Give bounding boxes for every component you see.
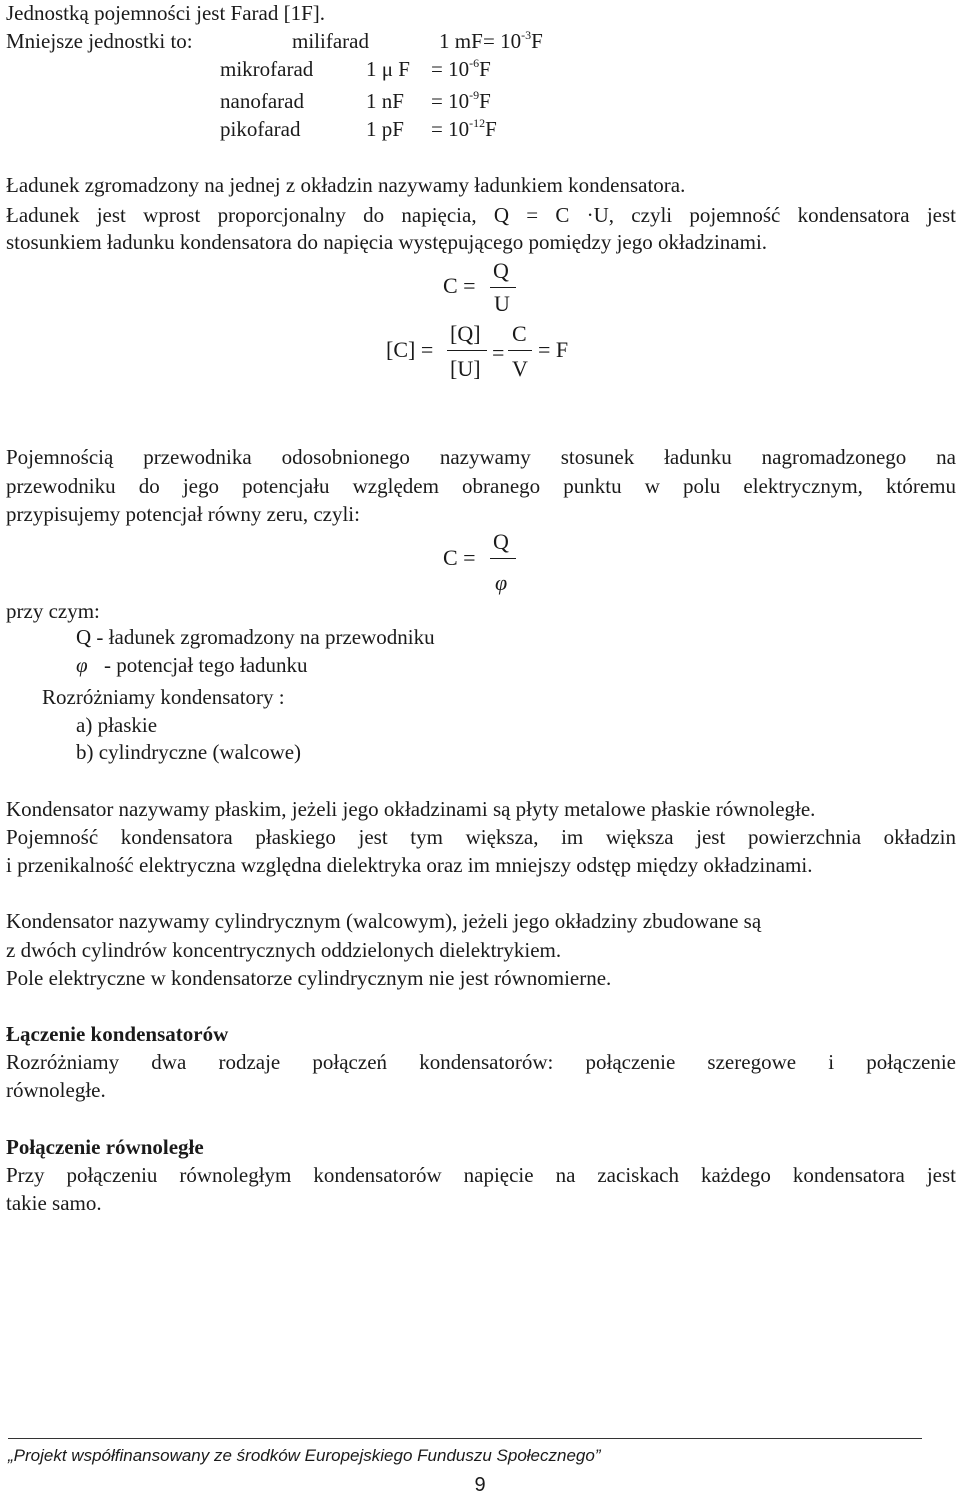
q-definition: Q - ładunek zgromadzony na przewodniku bbox=[76, 625, 435, 649]
formula-numerator: Q bbox=[493, 529, 509, 554]
cyl-line-1: Kondensator nazywamy cylindrycznym (walcowym), jeżeli jego okładziny zbudowane są bbox=[6, 909, 762, 933]
cyl-line-2: z dwóch cylindrów koncentrycznych oddzielonych dielektrykiem. bbox=[6, 938, 562, 962]
formula-denominator: [U] bbox=[450, 356, 481, 381]
phi-definition: - potencjał tego ładunku bbox=[104, 653, 308, 677]
charge-line-2: Ładunek jest wprost proporcjonalny do napięcia, Q = C ·U, czyli pojemność kondensatora jest bbox=[6, 203, 956, 227]
connect-line-2: równoległe. bbox=[6, 1078, 106, 1102]
formula-rhs: = F bbox=[538, 337, 569, 362]
formula-numerator: C bbox=[512, 321, 527, 346]
charge-line-1: Ładunek zgromadzony na jednej z okładzin nazywamy ładunkiem kondensatora. bbox=[6, 173, 686, 197]
charge-line-3: stosunkiem ładunku kondensatora do napięcia występującego pomiędzy jego okładzinami. bbox=[6, 230, 768, 254]
isolated-line-2: przewodniku do jego potencjału względem obranego punktu w polu elektrycznym, któremu bbox=[6, 474, 956, 498]
formula-equals: = bbox=[492, 340, 505, 365]
page-number: 9 bbox=[474, 1474, 486, 1496]
unit-symbol: 1 mF bbox=[439, 29, 483, 53]
isolated-line-3: przypisujemy potencjał równy zeru, czyli: bbox=[6, 502, 360, 526]
capacitor-type-a: a) płaskie bbox=[76, 713, 158, 737]
units-intro: Jednostką pojemności jest Farad [1F]. bbox=[6, 1, 326, 25]
unit-symbol: 1 nF bbox=[366, 89, 404, 113]
formula-denominator: U bbox=[494, 291, 510, 316]
unit-symbol: 1 pF bbox=[366, 117, 404, 141]
formula-lhs: C = bbox=[443, 545, 476, 570]
formula-lhs: [C] = bbox=[386, 337, 434, 362]
flat-line-2: Pojemność kondensatora płaskiego jest tym większa, im większa jest powierzchnia okładzin bbox=[6, 825, 956, 849]
parallel-line-1: Przy połączeniu równoległym kondensatorów napięcie na zaciskach każdego kondensatora jest bbox=[6, 1163, 956, 1187]
unit-value: = $10^{-6}F$ bbox=[431, 56, 491, 81]
fraction-bar bbox=[447, 350, 487, 351]
formula-lhs: C = bbox=[443, 273, 476, 298]
flat-line-1: Kondensator nazywamy płaskim, jeżeli jego okładzinami są płyty metalowe płaskie równoległe. bbox=[6, 797, 816, 821]
parallel-line-2: takie samo. bbox=[6, 1191, 102, 1215]
unit-symbol: 1 μ F bbox=[366, 57, 410, 81]
cyl-line-3: Pole elektryczne w kondensatorze cylindrycznym nie jest równomierne. bbox=[6, 966, 612, 990]
unit-value: = $10^{-3}F$ bbox=[483, 28, 543, 53]
unit-value: = $10^{-12}F$ bbox=[431, 116, 497, 141]
formula-numerator: [Q] bbox=[450, 321, 481, 346]
unit-name: pikofarad bbox=[220, 117, 301, 141]
capacitor-type-b: b) cylindryczne (walcowe) bbox=[76, 740, 302, 764]
where-label: przy czym: bbox=[6, 599, 100, 623]
unit-name: milifarad bbox=[292, 29, 369, 53]
isolated-line-1: Pojemnością przewodnika odosobnionego nazywamy stosunek ładunku nagromadzonego na bbox=[6, 445, 956, 469]
unit-value: = $10^{-9}F$ bbox=[431, 88, 491, 113]
smaller-units-label: Mniejsze jednostki to: bbox=[6, 29, 193, 53]
footer-rule bbox=[8, 1438, 922, 1439]
section-heading: Łączenie kondensatorów bbox=[6, 1022, 229, 1046]
unit-name: mikrofarad bbox=[220, 57, 314, 81]
capacitor-types-label: Rozróżniamy kondensatory : bbox=[42, 685, 285, 709]
flat-line-3: i przenikalność elektryczna względna dielektryka oraz im mniejszy odstęp między okładzinami. bbox=[6, 853, 813, 877]
phi-symbol: φ bbox=[495, 570, 508, 595]
fraction-bar bbox=[490, 558, 516, 559]
fraction-bar bbox=[508, 350, 532, 351]
fraction-bar bbox=[490, 287, 516, 288]
footer-text: „Projekt współfinansowany ze środków Europejskiego Funduszu Społecznego” bbox=[8, 1446, 601, 1465]
phi-symbol: φ bbox=[76, 653, 88, 677]
connect-line-1: Rozróżniamy dwa rodzaje połączeń kondensatorów: połączenie szeregowe i połączenie bbox=[6, 1050, 956, 1074]
unit-name: nanofarad bbox=[220, 89, 304, 113]
formula-numerator: Q bbox=[493, 258, 509, 283]
section-heading: Połączenie równoległe bbox=[6, 1135, 204, 1159]
formula-denominator: V bbox=[512, 356, 528, 381]
